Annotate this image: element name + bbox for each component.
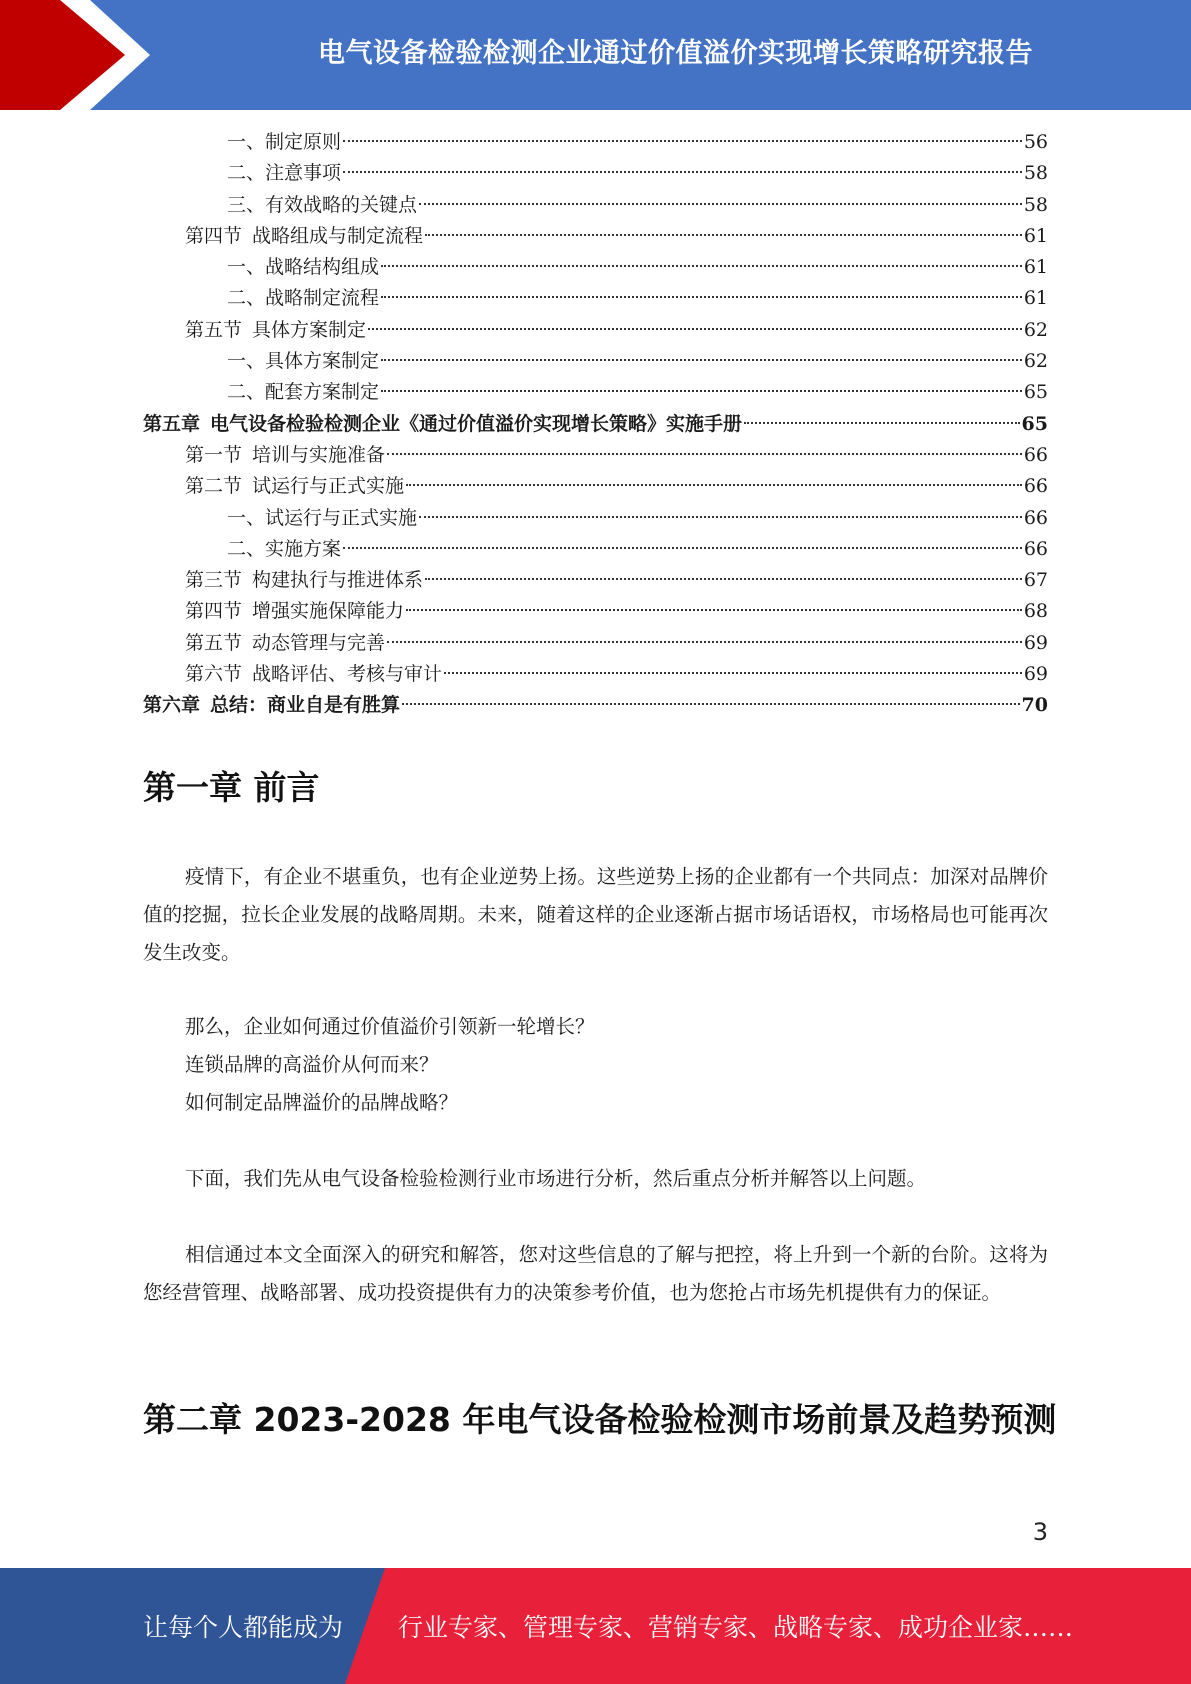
toc-entry-title <box>227 158 341 189</box>
toc-page-number: 66 <box>1023 443 1048 466</box>
toc-dot-leader <box>343 140 1022 142</box>
toc-dot-leader <box>381 296 1022 298</box>
toc-entry-number: 第五节 <box>185 318 243 341</box>
toc-entry-title <box>143 690 400 721</box>
toc-entry-title <box>227 503 417 534</box>
toc-entry-label: 具体方案制定 <box>252 318 367 341</box>
toc-entry-title <box>185 315 366 346</box>
chapter-heading: 第二章 2023-2028 年电气设备检验检测市场前景及趋势预测 <box>143 1400 1057 1439</box>
toc-entry-title <box>185 565 423 596</box>
toc-entry[interactable] <box>143 440 1048 471</box>
toc-entry[interactable] <box>143 315 1048 346</box>
toc-page-number: 62 <box>1023 350 1048 373</box>
question-line: 那么，企业如何通过价值溢价引领新一轮增长？ <box>185 1015 595 1038</box>
toc-entry-title <box>227 252 379 283</box>
toc-entry-number: 第六章 <box>143 694 201 717</box>
toc-entry[interactable] <box>143 534 1048 565</box>
toc-dot-leader <box>381 390 1022 392</box>
toc-page-number: 61 <box>1023 224 1048 247</box>
toc-entry-title <box>185 596 404 627</box>
toc-entry-title <box>185 628 385 659</box>
toc-entry-number: 第六节 <box>185 663 243 686</box>
toc-page-number: 70 <box>1021 694 1048 717</box>
paragraph: 下面，我们先从电气设备检验检测行业市场进行分析，然后重点分析并解答以上问题。 <box>185 1167 927 1190</box>
toc-entry[interactable] <box>143 221 1048 252</box>
toc-entry-title <box>185 471 404 502</box>
toc-entry-number: 第五章 <box>143 412 201 435</box>
toc-page-number: 67 <box>1023 569 1048 592</box>
paragraph: 相信通过本文全面深入的研究和解答，您对这些信息的了解与把控，将上升到一个新的台阶。这将为您经营管理、战略部署、成功投资提供有力的决策参考价值，也为您抢占市场先机提供有力的保证。 <box>143 1243 1048 1304</box>
toc-entry-label: 二、实施方案 <box>227 537 342 560</box>
toc-dot-leader <box>444 672 1022 674</box>
toc-entry-label: 一、制定原则 <box>227 131 342 153</box>
page-number: 3 <box>1032 1518 1048 1546</box>
toc-entry-title <box>227 377 379 408</box>
toc-page-number: 62 <box>1023 318 1048 341</box>
toc-entry-title <box>227 346 379 377</box>
toc-entry-label: 二、配套方案制定 <box>227 381 380 404</box>
toc-entry[interactable] <box>143 158 1048 189</box>
toc-entry-number: 第三节 <box>185 569 243 592</box>
footer-slogan-right: 行业专家、管理专家、营销专家、战略专家、成功企业家…… <box>398 1613 1074 1642</box>
toc-page-number: 66 <box>1023 475 1048 498</box>
toc-dot-leader <box>343 547 1022 549</box>
toc-page-number: 58 <box>1023 193 1048 216</box>
toc-dot-leader <box>343 171 1022 173</box>
toc-entry[interactable] <box>143 409 1048 440</box>
toc-dot-leader <box>406 484 1022 486</box>
toc-dot-leader <box>425 578 1022 580</box>
toc-entry-label: 总结：商业自是有胜算 <box>210 694 401 717</box>
toc-entry-title <box>227 283 379 314</box>
toc-entry-label: 一、具体方案制定 <box>227 350 380 373</box>
toc-dot-leader <box>425 234 1022 236</box>
toc-entry[interactable] <box>143 659 1048 690</box>
toc-dot-leader <box>402 703 1020 705</box>
toc-dot-leader <box>387 641 1022 643</box>
chapter-heading: 第一章 前言 <box>143 768 320 807</box>
toc-entry[interactable] <box>143 127 1048 158</box>
toc-entry-title <box>143 409 742 440</box>
toc-page-number: 56 <box>1023 131 1048 153</box>
footer-banner <box>0 1568 1191 1684</box>
toc-entry-title <box>227 190 417 221</box>
toc-entry-title <box>227 534 341 565</box>
paragraph: 疫情下，有企业不堪重负，也有企业逆势上扬。这些逆势上扬的企业都有一个共同点：加深对品牌价值的挖掘，拉长企业发展的战略周期。未来，随着这样的企业逐渐占据市场话语权，市场格局也可能再次发生改变。 <box>143 865 1048 964</box>
toc-page-number: 69 <box>1023 631 1048 654</box>
toc-page-number: 58 <box>1023 162 1048 185</box>
toc-entry[interactable] <box>143 471 1048 502</box>
toc-entry[interactable] <box>143 690 1048 721</box>
toc-dot-leader <box>744 422 1020 424</box>
toc-dot-leader <box>406 609 1022 611</box>
toc-dot-leader <box>419 516 1022 518</box>
toc-entry-number: 第四节 <box>185 224 243 247</box>
toc-entry[interactable] <box>143 346 1048 377</box>
toc-entry-number: 第五节 <box>185 631 243 654</box>
toc-entry-label: 构建执行与推进体系 <box>252 569 424 592</box>
toc-entry[interactable] <box>143 503 1048 534</box>
toc-page-number: 65 <box>1023 381 1048 404</box>
toc-entry-title <box>185 221 423 252</box>
table-of-contents <box>143 127 1048 722</box>
toc-entry-number: 第二节 <box>185 475 243 498</box>
toc-entry-label: 二、战略制定流程 <box>227 287 380 310</box>
toc-entry-label: 增强实施保障能力 <box>252 600 405 623</box>
header-banner <box>0 0 1191 110</box>
toc-page-number: 66 <box>1023 537 1048 560</box>
toc-page-number: 61 <box>1023 287 1048 310</box>
toc-entry[interactable] <box>143 628 1048 659</box>
toc-entry-title <box>227 127 341 158</box>
toc-entry[interactable] <box>143 190 1048 221</box>
toc-entry-number: 第四节 <box>185 600 243 623</box>
toc-entry-label: 三、有效战略的关键点 <box>227 193 418 216</box>
toc-entry[interactable] <box>143 377 1048 408</box>
toc-page-number: 68 <box>1023 600 1048 623</box>
toc-page-number: 65 <box>1021 412 1048 435</box>
toc-dot-leader <box>368 328 1022 330</box>
toc-entry-label: 一、战略结构组成 <box>227 256 380 279</box>
toc-entry-label: 动态管理与完善 <box>252 631 386 654</box>
toc-entry-title <box>185 440 385 471</box>
toc-page-number: 61 <box>1023 256 1048 279</box>
toc-entry[interactable] <box>143 596 1048 627</box>
toc-entry-label: 试运行与正式实施 <box>252 475 405 498</box>
toc-entry-label: 培训与实施准备 <box>252 443 386 466</box>
toc-dot-leader <box>387 453 1022 455</box>
toc-entry-label: 电气设备检验检测企业《通过价值溢价实现增长策略》实施手册 <box>210 412 743 435</box>
toc-entry-number: 第一节 <box>185 443 243 466</box>
toc-entry-title <box>185 659 442 690</box>
question-line: 连锁品牌的高溢价从何而来？ <box>185 1053 439 1076</box>
header-arrow-decoration <box>0 0 160 110</box>
footer-slogan-left: 让每个人都能成为 <box>143 1613 344 1642</box>
toc-dot-leader <box>381 359 1022 361</box>
toc-entry-label: 战略评估、考核与审计 <box>252 663 443 686</box>
report-title: 电气设备检验检测企业通过价值溢价实现增长策略研究报告 <box>318 37 1033 69</box>
toc-entry-label: 二、注意事项 <box>227 162 342 185</box>
toc-page-number: 66 <box>1023 506 1048 529</box>
toc-dot-leader <box>381 265 1022 267</box>
toc-entry[interactable] <box>143 283 1048 314</box>
toc-entry-label: 一、试运行与正式实施 <box>227 506 418 529</box>
toc-dot-leader <box>419 203 1022 205</box>
question-line: 如何制定品牌溢价的品牌战略？ <box>185 1091 459 1114</box>
toc-page-number: 69 <box>1023 663 1048 686</box>
toc-entry[interactable] <box>143 252 1048 283</box>
toc-entry-label: 战略组成与制定流程 <box>252 224 424 247</box>
toc-entry[interactable] <box>143 565 1048 596</box>
